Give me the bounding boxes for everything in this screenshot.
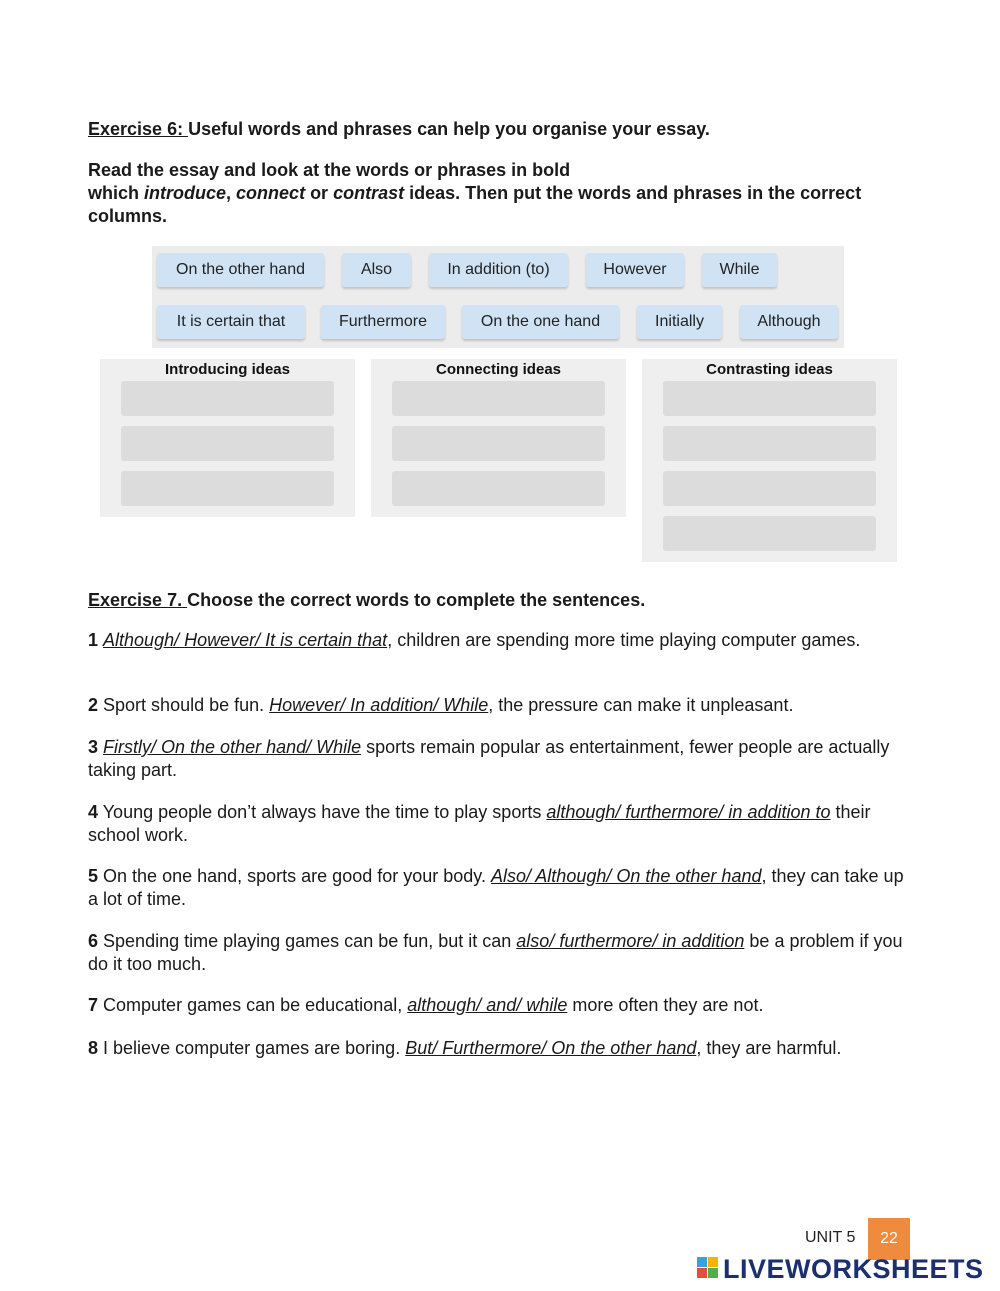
answer-options[interactable]: although/ and/ while [407,995,568,1015]
word-bank [152,246,844,348]
exercise6-label: Exercise 6: [88,119,189,139]
column-heading-introducing: Introducing ideas [164,361,290,378]
answer-options[interactable]: Firstly/ On the other hand/ While [103,737,362,757]
chip-initially[interactable]: Initially [637,305,722,339]
drop-slot[interactable] [121,381,334,416]
exercise6-heading: Useful words and phrases can help you organise your essay. [188,119,710,139]
chip-in-addition[interactable]: In addition (to) [429,253,568,287]
exercise7-label: Exercise 7. [88,590,188,610]
sentence-6: 6 Spending time playing games can be fun, but it can also/ furthermore/ in addition be a problem if you do it too much. [88,931,903,974]
drop-slot[interactable] [392,471,605,506]
answer-options[interactable]: But/ Furthermore/ On the other hand [405,1038,697,1058]
answer-options[interactable]: Although/ However/ It is certain that [103,630,388,650]
unit-label: UNIT 5 [805,1229,856,1246]
column-contrasting [642,359,897,562]
sentence-8: 8 I believe computer games are boring. But/ Furthermore/ On the other hand, they are harmful. [88,1038,842,1058]
sentence-3: 3 Firstly/ On the other hand/ While sports remain popular as entertainment, fewer people are actually taking part. [88,737,890,780]
chip-on-the-one-hand[interactable]: On the one hand [462,305,619,339]
sentence-2: 2 Sport should be fun. However/ In addition/ While, the pressure can make it unpleasant. [88,695,794,715]
answer-options[interactable]: Also/ Although/ On the other hand [490,866,762,886]
chip-on-the-other-hand[interactable]: On the other hand [157,253,324,287]
logo-text: LIVEWORKSHEETS [723,1254,984,1284]
column-heading-connecting: Connecting ideas [435,361,562,378]
column-heading-contrasting: Contrasting ideas [706,361,833,378]
exercise6-instructions [88,159,888,228]
chip-also[interactable]: Also [342,253,411,287]
chip-furthermore[interactable]: Furthermore [321,305,445,339]
chip-however[interactable]: However [586,253,684,287]
answer-options[interactable]: However/ In addition/ While [269,695,489,715]
instr-line1: Read the essay and look at the words or phrases in bold [88,160,571,180]
exercise6-title [88,118,710,140]
page-number: 22 [868,1218,910,1260]
drop-slot[interactable] [663,471,876,506]
chip-although[interactable]: Although [740,305,838,339]
drop-slot[interactable] [392,381,605,416]
drop-slot[interactable] [663,426,876,461]
drop-slot[interactable] [121,426,334,461]
answer-options[interactable]: although/ furthermore/ in addition to [546,802,831,822]
drop-slot[interactable] [663,516,876,551]
drop-slot[interactable] [392,426,605,461]
sentence-4: 4 Young people don’t always have the time to play sports although/ furthermore/ in addition to their school work. [88,802,871,845]
answer-options[interactable]: also/ furthermore/ in addition [516,931,745,951]
drop-slot[interactable] [121,471,334,506]
exercise7-heading: Choose the correct words to complete the sentences. [187,590,646,610]
liveworksheets-cube-icon [697,1257,719,1279]
instr-line2: which introduce, connect or contrast ideas. Then put the words and phrases in the correct columns. [88,183,862,226]
sentence-5: 5 On the one hand, sports are good for your body. Also/ Although/ On the other hand, they can take up a lot of time. [88,866,904,909]
drop-slot[interactable] [663,381,876,416]
exercise7-title [88,589,645,611]
sentence-7: 7 Computer games can be educational, although/ and/ while more often they are not. [88,995,764,1015]
sentence-1: 1 Although/ However/ It is certain that, children are spending more time playing computer games. [88,630,861,650]
column-connecting [371,359,626,517]
chip-it-is-certain-that[interactable]: It is certain that [157,305,305,339]
column-introducing [100,359,355,517]
chip-while[interactable]: While [702,253,777,287]
